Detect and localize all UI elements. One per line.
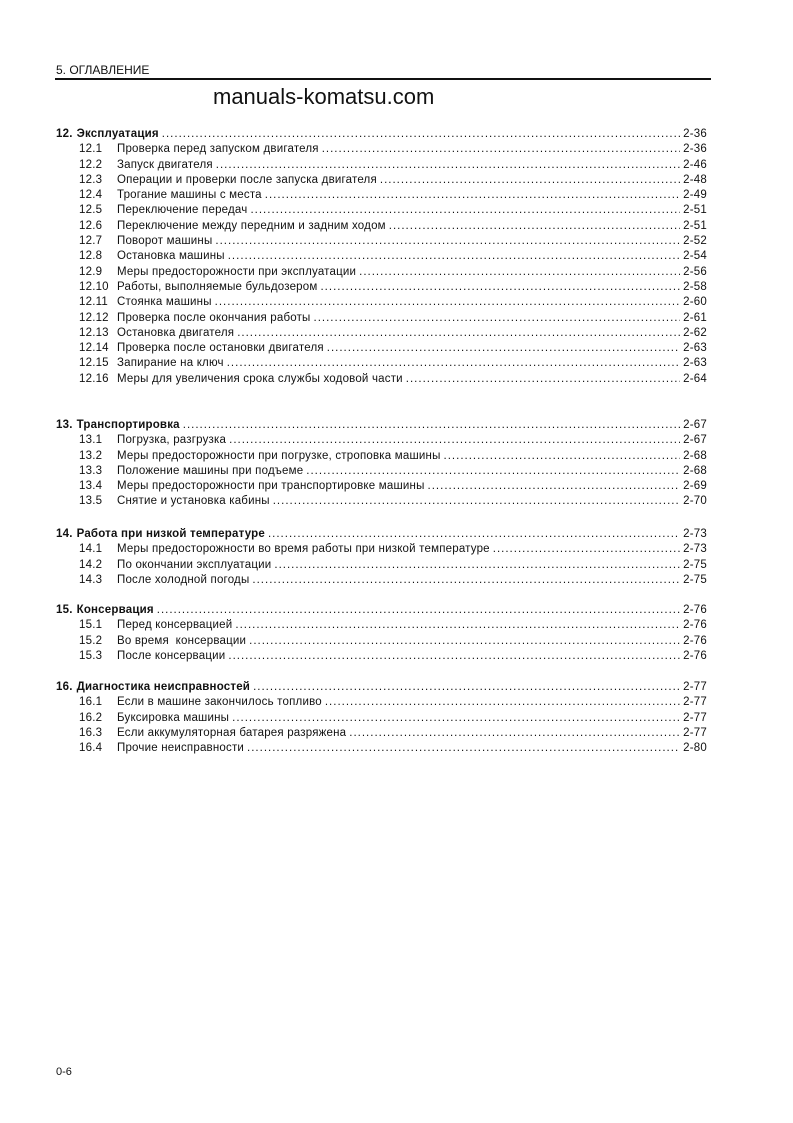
entry-page: 2-77 [683, 726, 707, 739]
toc-entry[interactable] [56, 295, 707, 310]
toc-entry[interactable] [56, 711, 707, 726]
toc-entry[interactable] [56, 356, 707, 371]
entry-page: 2-76 [683, 604, 707, 616]
page-number: 0-6 [56, 1066, 72, 1078]
dot-leader [322, 142, 680, 157]
toc-entry[interactable] [56, 341, 707, 356]
toc-section-heading[interactable] [56, 603, 707, 618]
entry-number: 12.7 [79, 235, 103, 248]
dot-leader [183, 418, 680, 433]
entry-number: 15.1 [79, 619, 103, 632]
entry-title: Проверка после остановки двигателя [117, 342, 324, 355]
toc-entry[interactable] [56, 372, 707, 387]
dot-leader [380, 173, 680, 188]
dot-leader [444, 449, 681, 464]
dot-leader [235, 618, 680, 633]
entry-title: Меры предосторожности при эксплуатации [117, 265, 357, 278]
entry-page: 2-49 [683, 189, 707, 202]
entry-title: Проверка после окончания работы [117, 311, 311, 324]
entry-title: Поворот машины [117, 235, 213, 248]
dot-leader [247, 741, 680, 756]
entry-page: 2-51 [683, 219, 707, 232]
entry-number: 12.15 [79, 357, 109, 370]
entry-title: Остановка машины [117, 250, 225, 263]
entry-title: Меры предосторожности во время работы при низкой температуре [117, 543, 490, 556]
entry-number: 12.8 [79, 250, 103, 263]
toc-entry[interactable] [56, 479, 707, 494]
entry-page: 2-76 [683, 649, 707, 662]
entry-page: 2-60 [683, 296, 707, 309]
toc-entry[interactable] [56, 726, 707, 741]
entry-number: 16.2 [79, 711, 103, 724]
entry-page: 2-63 [683, 342, 707, 355]
entry-page: 2-73 [683, 528, 707, 540]
entry-page: 2-73 [683, 543, 707, 556]
toc-entry[interactable] [56, 433, 707, 448]
entry-title: Работы, выполняемые бульдозером [117, 280, 318, 293]
entry-page: 2-75 [683, 558, 707, 571]
toc-entry[interactable] [56, 558, 707, 573]
toc-section [56, 527, 707, 588]
toc-entry[interactable] [56, 249, 707, 264]
entry-number: 16.3 [79, 726, 103, 739]
dot-leader [306, 464, 680, 479]
toc-entry[interactable] [56, 634, 707, 649]
dot-leader [237, 326, 680, 341]
entry-number: 12.13 [79, 326, 109, 339]
dot-leader [249, 634, 680, 649]
entry-page: 2-36 [683, 128, 707, 140]
entry-title: Операции и проверки после запуска двигателя [117, 173, 377, 186]
dot-leader [389, 219, 680, 234]
entry-number: 14.3 [79, 573, 103, 586]
entry-page: 2-63 [683, 357, 707, 370]
entry-title: Переключение передач [117, 204, 248, 217]
entry-page: 2-77 [683, 696, 707, 709]
dot-leader [349, 726, 680, 741]
dot-leader [265, 188, 680, 203]
entry-title: Запирание на ключ [117, 357, 224, 370]
entry-number: 16.1 [79, 696, 103, 709]
toc-entry[interactable] [56, 173, 707, 188]
dot-leader [428, 479, 681, 494]
entry-title: Эксплуатация [76, 128, 159, 140]
dot-leader [250, 203, 680, 218]
dot-leader [232, 711, 680, 726]
dot-leader [493, 542, 680, 557]
dot-leader [228, 249, 680, 264]
toc-entry[interactable] [56, 219, 707, 234]
toc-section-heading[interactable] [56, 680, 707, 695]
entry-page: 2-64 [683, 372, 707, 385]
toc-section [56, 680, 707, 756]
dot-leader [228, 649, 680, 664]
entry-number: 12.12 [79, 311, 109, 324]
toc-entry[interactable] [56, 265, 707, 280]
entry-number: 15. [56, 604, 73, 616]
entry-title: Меры для увеличения срока службы ходовой части [117, 372, 403, 385]
entry-page: 2-52 [683, 235, 707, 248]
entry-number: 13. [56, 419, 73, 431]
dot-leader [215, 234, 680, 249]
entry-number: 15.3 [79, 649, 103, 662]
dot-leader [157, 603, 680, 618]
toc-entry[interactable] [56, 142, 707, 157]
entry-title: Положение машины при подъеме [117, 464, 304, 477]
entry-title: Перед консервацией [117, 619, 233, 632]
toc-section [56, 127, 707, 387]
entry-number: 12.10 [79, 280, 109, 293]
entry-page: 2-67 [683, 419, 707, 431]
entry-title: Консервация [76, 604, 154, 616]
entry-number: 13.2 [79, 449, 103, 462]
entry-page: 2-69 [683, 480, 707, 493]
entry-number: 13.3 [79, 464, 103, 477]
dot-leader [274, 558, 680, 573]
dot-leader [229, 433, 680, 448]
entry-title: Меры предосторожности при транспортировке машины [117, 480, 425, 493]
dot-leader [215, 295, 681, 310]
dot-leader [227, 356, 680, 371]
entry-number: 14.2 [79, 558, 103, 571]
entry-page: 2-75 [683, 573, 707, 586]
entry-number: 12.16 [79, 372, 109, 385]
toc-entry[interactable] [56, 542, 707, 557]
entry-number: 14.1 [79, 543, 103, 556]
entry-number: 12. [56, 128, 73, 140]
toc-entry[interactable] [56, 695, 707, 710]
toc-section [56, 418, 707, 510]
toc-section-heading[interactable] [56, 527, 707, 542]
dot-leader [406, 372, 680, 387]
entry-page: 2-54 [683, 250, 707, 263]
entry-title: Транспортировка [76, 419, 180, 431]
entry-page: 2-76 [683, 634, 707, 647]
toc-entry[interactable] [56, 234, 707, 249]
entry-title: Погрузка, разгрузка [117, 434, 227, 447]
entry-number: 13.5 [79, 495, 103, 508]
entry-number: 12.6 [79, 219, 103, 232]
toc-section-heading[interactable] [56, 127, 707, 142]
entry-page: 2-76 [683, 619, 707, 632]
entry-title: После консервации [117, 649, 226, 662]
dot-leader [216, 158, 680, 173]
entry-title: Прочие неисправности [117, 742, 245, 755]
dot-leader [327, 341, 680, 356]
entry-number: 12.5 [79, 204, 103, 217]
dot-leader [253, 680, 680, 695]
entry-number: 16. [56, 681, 73, 693]
entry-title: Стоянка машины [117, 296, 212, 309]
entry-number: 12.2 [79, 158, 103, 171]
entry-page: 2-68 [683, 449, 707, 462]
entry-number: 12.1 [79, 143, 103, 156]
entry-number: 13.1 [79, 434, 103, 447]
entry-page: 2-67 [683, 434, 707, 447]
entry-number: 12.3 [79, 173, 103, 186]
entry-page: 2-80 [683, 742, 707, 755]
dot-leader [273, 494, 680, 509]
toc-entry[interactable] [56, 188, 707, 203]
header-rule [55, 78, 711, 80]
watermark: manuals-komatsu.com [213, 84, 435, 109]
entry-number: 14. [56, 528, 73, 540]
entry-number: 12.14 [79, 342, 109, 355]
toc-entry[interactable] [56, 618, 707, 633]
toc-entry[interactable] [56, 311, 707, 326]
entry-title: Буксировка машины [117, 711, 230, 724]
entry-page: 2-70 [683, 495, 707, 508]
toc-entry[interactable] [56, 449, 707, 464]
toc-entry[interactable] [56, 158, 707, 173]
entry-number: 12.4 [79, 189, 103, 202]
entry-title: Меры предосторожности при погрузке, строповка машины [117, 449, 441, 462]
entry-number: 16.4 [79, 742, 103, 755]
entry-page: 2-61 [683, 311, 707, 324]
dot-leader [314, 311, 681, 326]
toc-entry[interactable] [56, 494, 707, 509]
toc-entry[interactable] [56, 280, 707, 295]
dot-leader [268, 527, 680, 542]
entry-title: По окончании эксплуатации [117, 558, 272, 571]
entry-number: 15.2 [79, 634, 103, 647]
entry-title: Если в машине закончилось топливо [117, 696, 322, 709]
running-header: 5. ОГЛАВЛЕНИЕ [56, 63, 150, 77]
entry-title: Во время консервации [117, 634, 247, 647]
entry-page: 2-48 [683, 173, 707, 186]
dot-leader [162, 127, 680, 142]
entry-page: 2-68 [683, 464, 707, 477]
toc-entry[interactable] [56, 326, 707, 341]
entry-title: Запуск двигателя [117, 158, 213, 171]
entry-number: 12.11 [79, 296, 108, 309]
entry-title: Остановка двигателя [117, 326, 235, 339]
entry-number: 13.4 [79, 480, 103, 493]
entry-page: 2-62 [683, 326, 707, 339]
toc-entry[interactable] [56, 464, 707, 479]
dot-leader [320, 280, 680, 295]
dot-leader [359, 265, 680, 280]
entry-title: Трогание машины с места [117, 189, 262, 202]
toc-entry[interactable] [56, 573, 707, 588]
entry-page: 2-77 [683, 711, 707, 724]
entry-title: Проверка перед запуском двигателя [117, 143, 319, 156]
entry-title: Переключение между передним и задним ходом [117, 219, 386, 232]
entry-title: Диагностика неисправностей [76, 681, 251, 693]
entry-number: 12.9 [79, 265, 103, 278]
entry-title: Работа при низкой температуре [76, 528, 265, 540]
entry-page: 2-46 [683, 158, 707, 171]
entry-page: 2-77 [683, 681, 707, 693]
dot-leader [325, 695, 680, 710]
toc-section [56, 603, 707, 664]
toc-entry[interactable] [56, 741, 707, 756]
entry-title: Снятие и установка кабины [117, 495, 270, 508]
entry-page: 2-58 [683, 280, 707, 293]
toc-entry[interactable] [56, 203, 707, 218]
toc-entry[interactable] [56, 649, 707, 664]
entry-title: После холодной погоды [117, 573, 250, 586]
entry-page: 2-56 [683, 265, 707, 278]
entry-title: Если аккумуляторная батарея разряжена [117, 726, 347, 739]
toc-section-heading[interactable] [56, 418, 707, 433]
dot-leader [252, 573, 680, 588]
entry-page: 2-36 [683, 143, 707, 156]
entry-page: 2-51 [683, 204, 707, 217]
